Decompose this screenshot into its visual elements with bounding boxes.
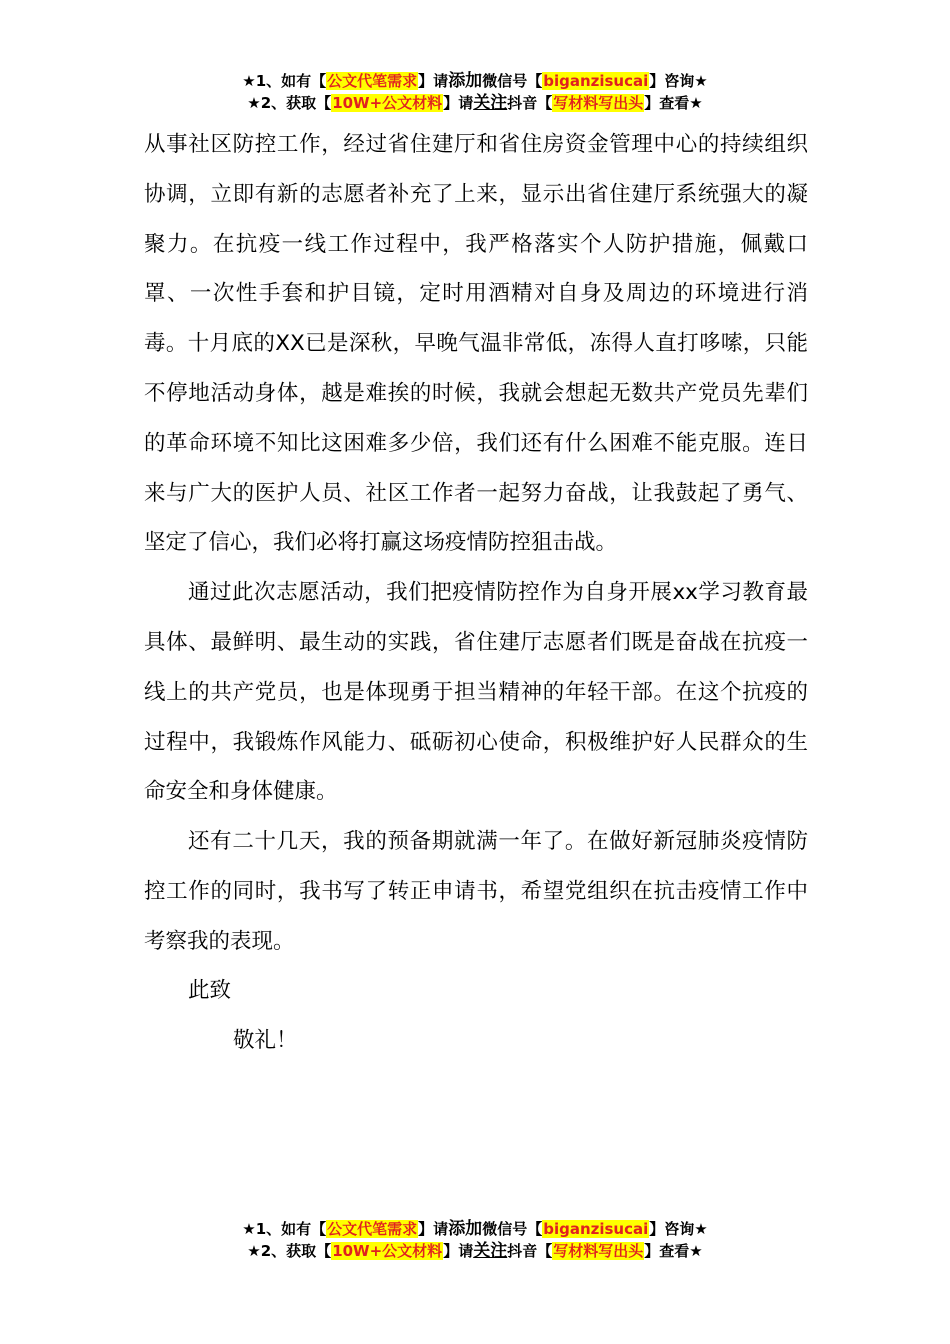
banner-text: ★2、获取【 <box>247 94 332 112</box>
highlight-service: 公文代笔需求 <box>327 1220 418 1238</box>
footer-banner <box>0 1218 950 1262</box>
banner-text: 】咨询★ <box>649 1220 708 1238</box>
highlight-wechat-id: biganzisucai <box>543 1220 649 1238</box>
banner-text: 】查看★ <box>644 1242 703 1260</box>
paragraph-2: 通过此次志愿活动，我们把疫情防控作为自身开展xx学习教育最具体、最鲜明、最生动的实践，省住建厅志愿者们既是奋战在抗疫一线上的共产党员，也是体现勇于担当精神的年轻干部。在这个抗疫的过程中，我锻炼作风能力、砥砺初心使命，积极维护好人民群众的生命安全和身体健康。 <box>144 580 808 805</box>
highlight-materials: 10W+公文材料 <box>332 94 443 112</box>
banner-text: 抖音【 <box>507 1242 553 1260</box>
banner-emphasis: 关注 <box>473 93 508 113</box>
highlight-douyin-account: 写材料写出头 <box>553 94 644 112</box>
closing-salutation: 此致 <box>188 978 232 1003</box>
header-banner <box>0 70 950 114</box>
banner-line-1 <box>0 1218 950 1240</box>
highlight-wechat-id: biganzisucai <box>543 72 649 90</box>
banner-text: 】查看★ <box>644 94 703 112</box>
banner-text: 】请 <box>443 94 474 112</box>
banner-text: 】请 <box>443 1242 474 1260</box>
banner-emphasis: 添加 <box>448 71 483 91</box>
highlight-douyin-account: 写材料写出头 <box>553 1242 644 1260</box>
banner-emphasis: 添加 <box>448 1219 483 1239</box>
banner-text: ★1、如有【 <box>242 1220 327 1238</box>
highlight-service: 公文代笔需求 <box>327 72 418 90</box>
banner-text: ★1、如有【 <box>242 72 327 90</box>
closing-regards: 敬礼！ <box>233 1028 298 1053</box>
banner-text: 】咨询★ <box>649 72 708 90</box>
banner-line-2 <box>0 1240 950 1262</box>
highlight-materials: 10W+公文材料 <box>332 1242 443 1260</box>
banner-text: 微信号【 <box>482 72 543 90</box>
paragraph-3: 还有二十几天，我的预备期就满一年了。在做好新冠肺炎疫情防控工作的同时，我书写了转正申请书，希望党组织在抗击疫情工作中考察我的表现。 <box>144 829 808 954</box>
banner-line-1 <box>0 70 950 92</box>
banner-line-2 <box>0 92 950 114</box>
banner-text: 】请 <box>418 72 449 90</box>
document-body <box>144 120 808 967</box>
banner-text: 抖音【 <box>507 94 553 112</box>
banner-text: 】请 <box>418 1220 449 1238</box>
banner-emphasis: 关注 <box>473 1241 508 1261</box>
banner-text: 微信号【 <box>482 1220 543 1238</box>
banner-text: ★2、获取【 <box>247 1242 332 1260</box>
paragraph-1: 从事社区防控工作，经过省住建厅和省住房资金管理中心的持续组织协调，立即有新的志愿者补充了上来，显示出省住建厅系统强大的凝聚力。在抗疫一线工作过程中，我严格落实个人防护措施，佩戴口罩、一次性手套和护目镜，定时用酒精对自身及周边的环境进行消毒。十月底的XX已是深秋，早晚气温非常低，冻得人直打哆嗦，只能不停地活动身体，越是难挨的时候，我就会想起无数共产党员先辈们的革命环境不知比这困难多少倍，我们还有什么困难不能克服。连日来与广大的医护人员、社区工作者一起努力奋战，让我鼓起了勇气、坚定了信心，我们必将打赢这场疫情防控狙击战。 <box>144 132 808 556</box>
